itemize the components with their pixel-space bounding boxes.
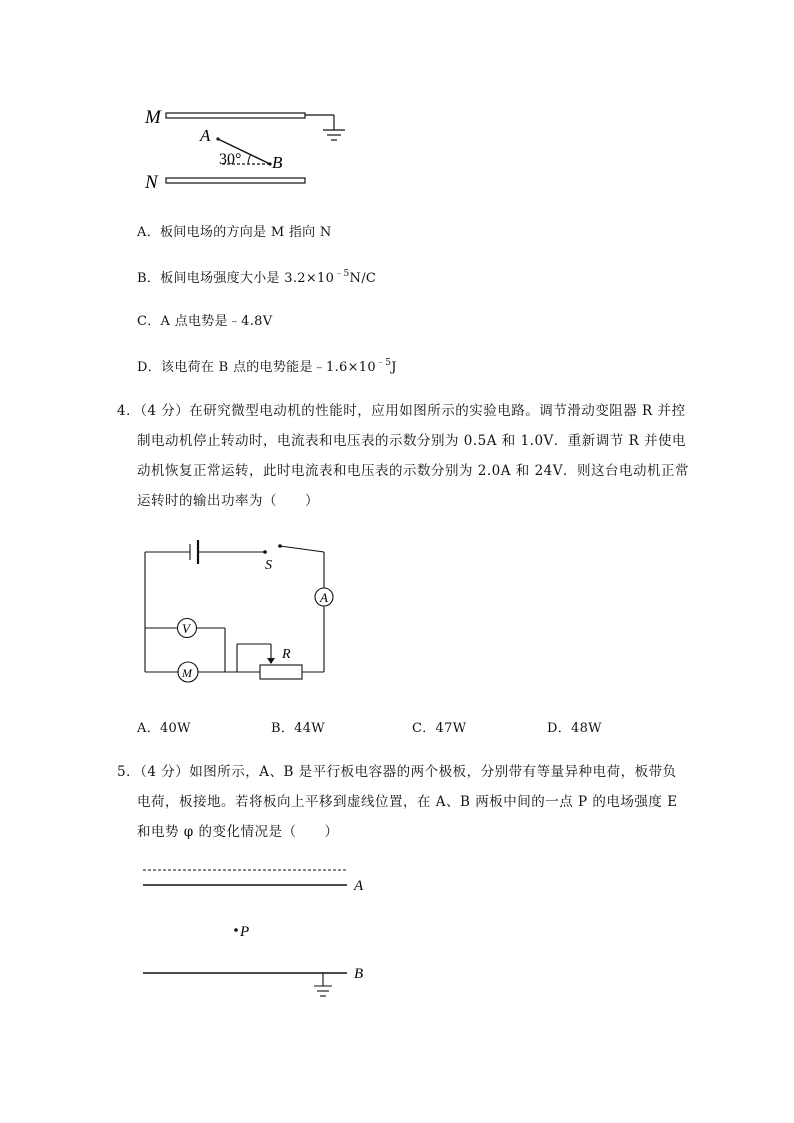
switch-label: S bbox=[265, 558, 272, 573]
q4-line: 运转时的输出功率为（ ） bbox=[137, 493, 319, 509]
q4-option-a: A．40W bbox=[137, 721, 191, 736]
label-b: B bbox=[354, 966, 364, 982]
ammeter-label: A bbox=[320, 590, 328, 605]
q3-option-b-exponent: ﹣5 bbox=[334, 269, 350, 279]
ammeter bbox=[315, 588, 333, 606]
motor bbox=[178, 662, 198, 682]
label-p: P bbox=[240, 924, 250, 940]
q5-stem bbox=[117, 757, 678, 847]
q5-capacitor-figure bbox=[140, 860, 380, 1005]
q3-option-d-unit: J bbox=[391, 360, 397, 375]
q3-option-a: A．板间电场的方向是 M 指向 N bbox=[137, 225, 332, 240]
q3-option-c: C．A 点电势是﹣4.8V bbox=[137, 314, 273, 329]
q5-line: 和电势 φ 的变化情况是（ ） bbox=[137, 824, 339, 840]
plate-n bbox=[166, 178, 305, 183]
rheostat-label: R bbox=[282, 647, 291, 662]
rheostat-resistor bbox=[260, 665, 302, 679]
q3-option-d-main: D．该电荷在 B 点的电势能是﹣1.6×10 bbox=[137, 360, 376, 375]
angle-arc bbox=[248, 154, 251, 164]
motor-label: M bbox=[182, 666, 192, 680]
q3-option-b-unit: N/C bbox=[349, 271, 377, 286]
q4-option-d: D．48W bbox=[547, 721, 602, 736]
q4-option-c: C．47W bbox=[412, 721, 467, 736]
q3-option-b-main: B．板间电场强度大小是 3.2×10 bbox=[137, 271, 335, 286]
q3-plates-figure bbox=[130, 100, 360, 195]
label-n: N bbox=[145, 172, 158, 193]
q3-option-d-exponent: ﹣5 bbox=[375, 358, 392, 368]
voltmeter bbox=[178, 619, 197, 638]
label-m: M bbox=[145, 107, 161, 128]
point-p-dot bbox=[234, 928, 238, 932]
q4-circuit-diagram bbox=[140, 540, 340, 685]
switch-symbol bbox=[263, 544, 282, 554]
q5-line: 5．（4 分）如图所示，A、B 是平行板电容器的两个极板，分别带有等量异种电荷，板带负 bbox=[117, 764, 677, 780]
label-a: A bbox=[200, 126, 211, 145]
q3-option-b bbox=[137, 266, 376, 286]
q4-line: 动机恢复正常运转，此时电流表和电压表的示数分别为 2.0A 和 24V．则这台电动机正常 bbox=[137, 463, 690, 479]
q4-line: 制电动机停止转动时，电流表和电压表的示数分别为 0.5A 和 1.0V．重新调节 R 并使电 bbox=[137, 433, 687, 449]
point-a-dot bbox=[216, 137, 219, 140]
q4-option-b: B．44W bbox=[271, 721, 325, 736]
q3-option-d bbox=[137, 355, 397, 375]
voltmeter-label: V bbox=[182, 621, 190, 636]
label-a: A bbox=[354, 878, 364, 894]
ground-symbol bbox=[323, 115, 345, 140]
q4-line: 4．（4 分）在研究微型电动机的性能时，应用如图所示的实验电路。调节滑动变阻器 R 并控 bbox=[117, 403, 686, 419]
circuit-wires bbox=[145, 546, 324, 672]
plate-m bbox=[166, 113, 334, 118]
battery-symbol bbox=[190, 540, 198, 564]
ground-symbol bbox=[314, 973, 332, 996]
slider-arrow-icon bbox=[267, 658, 275, 664]
q5-line: 电荷，板接地。若将板向上平移到虚线位置，在 A、B 两板中间的一点 P 的电场强度 E bbox=[137, 794, 678, 810]
label-b: B bbox=[272, 153, 283, 172]
q4-stem bbox=[117, 396, 689, 516]
label-angle: 30° bbox=[219, 151, 242, 168]
